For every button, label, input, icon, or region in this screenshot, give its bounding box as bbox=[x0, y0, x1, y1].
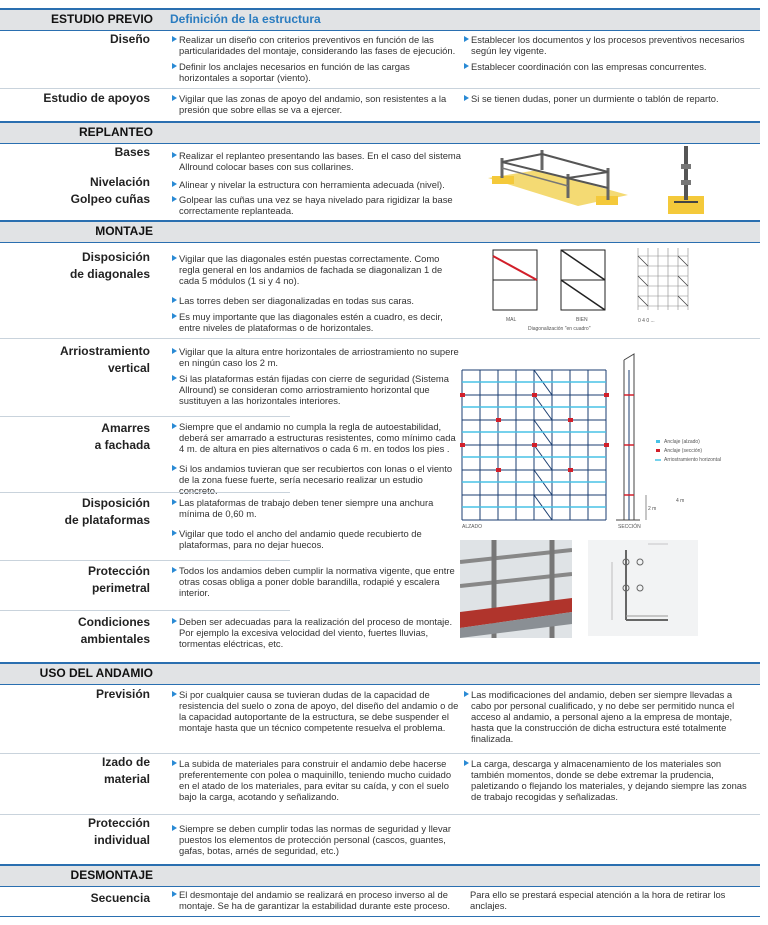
guardrail-section-drawing bbox=[588, 540, 698, 636]
section-title: DESMONTAJE bbox=[70, 868, 153, 882]
section-title: ESTUDIO PREVIO bbox=[50, 12, 153, 26]
row-divider bbox=[0, 492, 290, 493]
section-title: REPLANTEO bbox=[78, 125, 153, 139]
section-header-uso-del-andamio bbox=[0, 662, 760, 685]
row-label-izado: Izado de material bbox=[101, 755, 150, 786]
bullet-item: Todos los andamios deben cumplir la normativa vigente, que entre otras cosas obliga a poner doble barandilla, rodapié y escalera interior. bbox=[172, 565, 461, 598]
row-label-secuencia: Secuencia bbox=[90, 891, 150, 905]
bullet-item: Alinear y nivelar la estructura con herramienta adecuada (nivel). bbox=[172, 179, 461, 190]
bullet-item: Vigilar que todo el ancho del andamio quede recubierto de plataformas, para no dejar huecos. bbox=[172, 528, 461, 550]
row-label-estudio-apoyos: Estudio de apoyos bbox=[43, 91, 150, 105]
bullet-item: Vigilar que las zonas de apoyo del andamio, son resistentes a la presión que sobre ellas se va a ejercer. bbox=[172, 93, 461, 115]
row-divider bbox=[0, 560, 290, 561]
row-label-amarres: Amarres a fachada bbox=[94, 421, 150, 452]
bullet-item: Realizar un diseño con criterios preventivos en función de las particularidades del montaje, considerando las fases de ejecución. bbox=[172, 34, 461, 56]
bullet-item: Deben ser adecuadas para la realización del proceso de montaje. Por ejemplo la excesiva velocidad del viento, fuertes lluvias, tormentas eléctricas, etc. bbox=[172, 616, 461, 649]
section-header-montaje bbox=[0, 220, 760, 243]
bullet-item: Las modificaciones del andamio, deben ser siempre llevadas a cabo por personal cualificado, y no debe ser permitido nunca el acceso al andamio, a personal ajeno a la empresa de montaje, hasta que la construcción de dicha estructura esté totalmente finalizada. bbox=[464, 689, 755, 744]
bullet-item: Las plataformas de trabajo deben tener siempre una anchura mínima de 0,60 m. bbox=[172, 497, 461, 519]
row-label-individual: Protección individual bbox=[87, 816, 150, 847]
bullet-item: Si se tienen dudas, poner un durmiente o tablón de reparto. bbox=[464, 93, 755, 104]
bullet-item: Definir los anclajes necesarios en función de las cargas horizontales a soportar (viento). bbox=[172, 61, 461, 83]
section-subtitle: Definición de la estructura bbox=[170, 12, 321, 26]
legend-anclaje-seccion: Anclaje (sección) bbox=[664, 448, 703, 454]
row-label-plataformas: Disposición de plataformas bbox=[64, 496, 150, 527]
bottom-rule bbox=[0, 916, 760, 917]
bullet-item: Vigilar que las diagonales estén puestas correctamente. Como regla general en los andamios de fachada se diagonalizan 1 de cada 5 módulos (1 si y 4 no). bbox=[172, 253, 461, 286]
bullet-item: Establecer coordinación con las empresas concurrentes. bbox=[464, 61, 755, 72]
row-divider bbox=[0, 610, 290, 611]
bien-label: BIEN bbox=[576, 317, 588, 323]
bullet-item: El desmontaje del andamio se realizará en proceso inverso al de montaje. Se ha de garantizar la estabilidad durante este proceso. bbox=[172, 889, 461, 911]
bullet-item: Establecer los documentos y los procesos preventivos necesarios según ley vigente. bbox=[464, 34, 755, 56]
section-title: USO DEL ANDAMIO bbox=[39, 666, 153, 680]
bullet-item: Golpear las cuñas una vez se haya nivelado para rigidizar la base correctamente replanteada. bbox=[172, 194, 461, 216]
row-divider bbox=[0, 88, 760, 89]
facade-scaffold-diagram bbox=[458, 350, 750, 532]
bullet-item: Si por cualquier causa se tuvieran dudas de la capacidad de resistencia del suelo o zona de apoyo, del diseño del andamio o de la capacidad autoportante de la estructura, se debe suspender el montaje hasta que un técnico competente resuelva el problema. bbox=[172, 689, 461, 733]
row-divider bbox=[0, 338, 760, 339]
row-label-bases: Bases bbox=[114, 145, 150, 159]
mal-label: MAL bbox=[506, 317, 517, 323]
row-label-prevision: Previsión bbox=[95, 687, 150, 701]
section-header-desmontaje bbox=[0, 864, 760, 887]
bullet-item: Si los andamios tuvieran que ser recubiertos con lonas o el viento de la zona fuese fuerte, sería necesario realizar un estudio concreto. bbox=[172, 463, 461, 496]
seccion-label: SECCIÓN bbox=[618, 524, 641, 530]
row-label-nivelacion: Nivelación Golpeo cuñas bbox=[70, 175, 150, 206]
bullet-item: Vigilar que la altura entre horizontales de arriostramiento no supere en ningún caso los 2 m. bbox=[172, 346, 461, 368]
row-label-arriostramiento: Arriostramiento vertical bbox=[59, 344, 150, 375]
secuencia-note: Para ello se prestará especial atención a la hora de retirar los anclajes. bbox=[470, 889, 726, 911]
diagonal-diagram bbox=[488, 246, 758, 334]
section-title: MONTAJE bbox=[95, 224, 153, 238]
dim-2m: 2 m bbox=[648, 506, 657, 512]
legend-arriostramiento: Arriostramiento horizontal bbox=[664, 457, 721, 463]
bullet-item: Siempre se deben cumplir todas las normas de seguridad y llevar puestos los elementos de protección personal (cascos, guantes, gafas, botas, arnés de seguridad, etc.) bbox=[172, 823, 461, 856]
alzado-label: ALZADO bbox=[462, 524, 483, 530]
row-label-ambientales: Condiciones ambientales bbox=[77, 615, 150, 646]
bullet-item: Realizar el replanteo presentando las bases. En el caso del sistema Allround colocar bases con sus collarines. bbox=[172, 150, 461, 172]
bullet-item: Es muy importante que las diagonales estén a cuadro, es decir, entre niveles de plataformas o de horizontales. bbox=[172, 311, 461, 333]
row-label-perimetral: Protección perimetral bbox=[87, 564, 150, 595]
dim-4m: 4 m bbox=[676, 498, 685, 504]
bullet-item: Si las plataformas están fijadas con cierre de seguridad (Sistema Allround) se consideran como arriostramiento horizontal que sustituyen a las horizontales interiores. bbox=[172, 373, 461, 406]
bullet-item: Siempre que el andamio no cumpla la regla de autoestabilidad, deberá ser amarrado a estructuras resistentes, como mínimo cada 4 m. de altura en pies alternativos o cada 6 m. en todos los pies . bbox=[172, 421, 461, 454]
pattern-label: 0 4 0 ... bbox=[638, 318, 655, 324]
row-divider bbox=[0, 416, 290, 417]
section-header-estudio-previo bbox=[0, 8, 760, 31]
diagonal-caption: Diagonalización "en cuadro" bbox=[528, 326, 591, 332]
guardrail-photo bbox=[460, 540, 572, 638]
scaffold-base-illustration bbox=[478, 140, 748, 222]
legend-anclaje-alzado: Anclaje (alzado) bbox=[664, 439, 700, 445]
bullet-item: Las torres deben ser diagonalizadas en todas sus caras. bbox=[172, 295, 461, 306]
row-label-diseno: Diseño bbox=[109, 32, 150, 46]
bullet-item: La subida de materiales para construir el andamio debe hacerse preferentemente con polea o maquinillo, teniendo mucho cuidado en el atado de los materiales, para evitar su caída, y con el suelo bajo la carga, acotando y señalizando. bbox=[172, 758, 461, 802]
bullet-item: La carga, descarga y almacenamiento de los materiales son también momentos, donde se debe extremar la prudencia, paletizando o flejando los materiales, y dejando siempre las zonas de trabajo recogidas y señalizadas. bbox=[464, 758, 755, 802]
row-label-diagonales: Disposición de diagonales bbox=[69, 250, 150, 281]
